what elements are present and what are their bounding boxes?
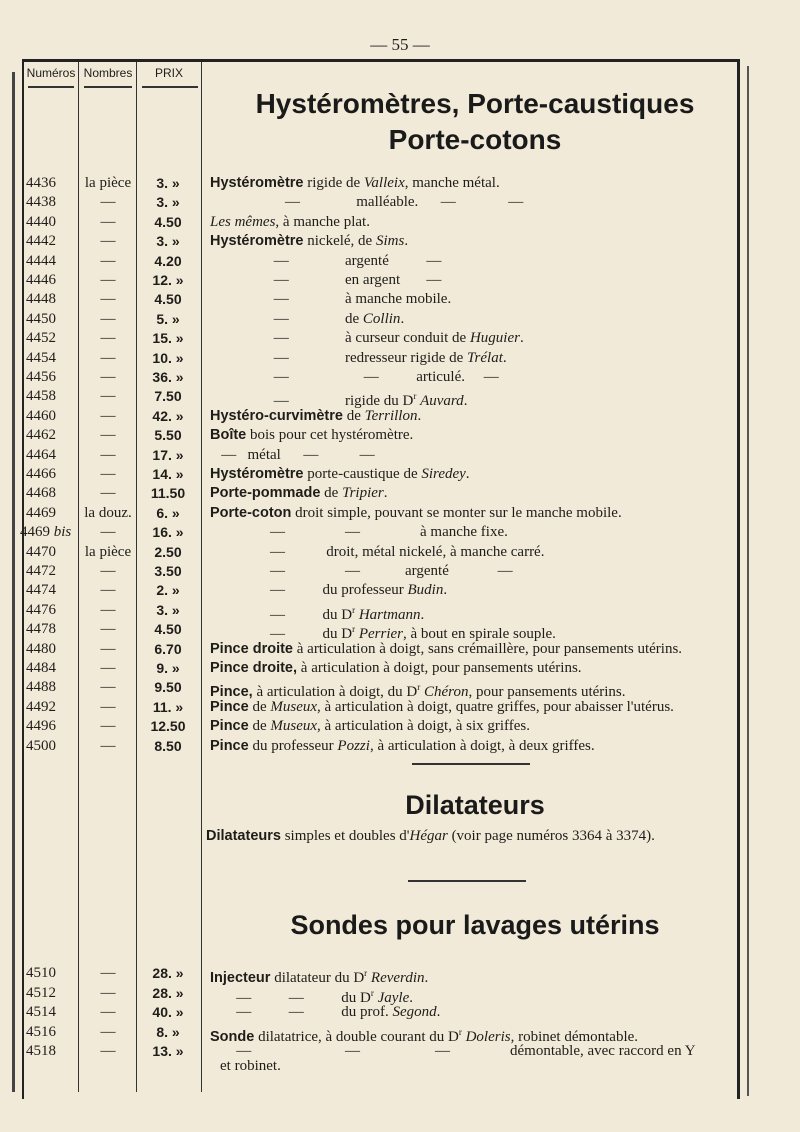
item-price: 3. » [156, 233, 180, 250]
header-nombres: Nombres [83, 66, 133, 80]
table-row [0, 658, 760, 679]
page-number: — 55 — [370, 35, 430, 54]
item-number: 4456 [26, 369, 56, 385]
item-description: — — du prof. Segond. [210, 1004, 441, 1021]
header-prix: PRIX [154, 66, 183, 80]
item-price: 11. » [152, 698, 184, 715]
header-numeros: Numéros [26, 66, 76, 80]
table-row [0, 406, 760, 427]
item-description: Injecteur dilatateur du $D^r$ Reverdin. [210, 968, 429, 986]
item-quantity: — [100, 291, 116, 308]
table-row [0, 348, 760, 369]
item-description: — — argenté — [210, 563, 513, 579]
item-description: — malléable. — — [210, 194, 524, 211]
item-number: 4518 [26, 1043, 56, 1060]
item-price: 12. » [152, 272, 184, 288]
item-quantity: — [100, 679, 116, 696]
item-price: 4.50 [154, 621, 182, 638]
item-number: 4480 [26, 640, 56, 657]
item-number: 4446 [26, 272, 56, 288]
table-row [0, 983, 760, 1004]
item-number: 4470 [26, 543, 56, 560]
item-price: 6.70 [154, 640, 182, 657]
item-price: 5.50 [154, 427, 182, 444]
item-description: — — du $D^r$ Jayle. [210, 987, 413, 1006]
item-price: 7.50 [154, 388, 182, 405]
item-price: 8. » [156, 1023, 180, 1040]
item-description: — — articulé. — [210, 369, 499, 385]
item-number: 4469 bis [20, 524, 72, 541]
item-description: Pince du professeur Pozzi, à articulation à doigt, à deux griffes. [210, 737, 595, 754]
item-description: Porte-pommade de Tripier. [210, 485, 388, 502]
item-description: — rigide du $D^r$ Auvard. [210, 391, 468, 410]
item-price: 16. » [152, 524, 184, 541]
item-quantity: — [100, 698, 116, 715]
section-title-sondes: Sondes pour lavages utérins [290, 910, 660, 940]
item-number: 4474 [26, 582, 56, 599]
item-description: — du $D^r$ Hartmann. [210, 604, 425, 623]
table-row [0, 542, 760, 563]
dilatateurs-text [206, 828, 736, 845]
item-description: — — à manche fixe. [210, 524, 508, 541]
item-price: 28. » [152, 984, 184, 1001]
item-number: 4444 [26, 252, 56, 269]
table-row [0, 328, 760, 349]
item-number: 4442 [26, 233, 56, 250]
header-rule-3 [142, 86, 198, 88]
item-number: 4440 [26, 213, 56, 230]
item-number: 4438 [26, 194, 56, 211]
item-price: 9. » [156, 660, 180, 676]
item-price: 3.50 [154, 563, 182, 579]
item-number: 4488 [26, 679, 56, 696]
table-row [0, 736, 760, 757]
item-price: 11.50 [150, 485, 186, 502]
item-description: Pince de Museux, à articulation à doigt, à six griffes. [210, 718, 531, 735]
table-row [0, 677, 760, 701]
item-price: 4.20 [154, 252, 182, 269]
continuation-text: et robinet. [220, 1058, 281, 1074]
table-row [0, 483, 760, 504]
item-number: 4468 [26, 485, 56, 502]
item-price: 17. » [152, 446, 184, 463]
item-quantity: — [100, 485, 116, 502]
item-number: 4472 [26, 563, 56, 579]
item-number: 4514 [26, 1004, 56, 1021]
item-quantity: — [100, 621, 116, 638]
item-description: Les mêmes, à manche plat. [210, 213, 370, 230]
dilatateurs-bold: Dilatateurs [206, 828, 281, 844]
table-row [0, 212, 760, 233]
item-price: 42. » [152, 407, 184, 424]
item-price: 2. » [156, 582, 180, 599]
item-number: 4466 [26, 466, 56, 482]
table-row [0, 600, 760, 621]
table-row [0, 173, 760, 194]
item-description: — de Collin. [210, 310, 405, 327]
item-quantity: — [100, 310, 116, 327]
item-price: 28. » [152, 965, 184, 981]
item-number: 4492 [26, 698, 56, 715]
item-quantity: la douz. [84, 504, 132, 521]
dilatateurs-text-a: simples et doubles d' [280, 828, 410, 844]
table-row [0, 963, 760, 984]
table-row [0, 270, 760, 291]
item-price: 12.50 [150, 718, 186, 735]
item-price: 36. » [152, 369, 184, 385]
section-separator-2 [408, 880, 526, 882]
item-number: 4476 [26, 601, 56, 618]
item-description: — du professeur Budin. [210, 582, 448, 599]
item-number: 4500 [26, 737, 56, 754]
item-quantity: — [100, 582, 116, 599]
item-quantity: — [100, 213, 116, 230]
item-description: — du $D^r$ Perrier, à bout en spirale souple. [210, 624, 556, 643]
header-rule-1 [28, 86, 74, 88]
item-quantity: — [100, 737, 116, 754]
item-description: Porte-coton droit simple, pouvant se monter sur le manche mobile. [210, 504, 622, 521]
item-number: 4516 [26, 1023, 56, 1040]
item-description: Pince droite, à articulation à doigt, pour pansements utérins. [210, 660, 582, 676]
item-number: 4452 [26, 330, 56, 347]
item-quantity: — [100, 965, 116, 981]
item-price: 3. » [156, 601, 180, 618]
item-number: 4484 [26, 660, 56, 676]
item-description: Sonde dilatatrice, à double courant du $D^r$ Doleris, robinet démontable. [210, 1026, 639, 1045]
item-description: — à manche mobile. [210, 291, 452, 308]
item-number: 4512 [26, 984, 56, 1001]
item-quantity: — [100, 233, 116, 250]
item-description: — — — démontable, avec raccord en Y [210, 1043, 696, 1060]
item-price: 9.50 [154, 679, 182, 696]
table-row [0, 580, 760, 601]
header-rule-2 [84, 86, 132, 88]
table-row [0, 1002, 760, 1023]
item-price: 15. » [152, 330, 184, 347]
item-quantity: — [100, 640, 116, 657]
item-number: 4436 [26, 175, 56, 191]
dilatateurs-hegar: Hégar [409, 828, 448, 844]
item-description: — métal — — [210, 446, 375, 463]
item-price: 13. » [152, 1043, 184, 1060]
item-number: 4460 [26, 407, 56, 424]
item-number: 4510 [26, 965, 56, 981]
section-title-dilatateurs: Dilatateurs [405, 790, 545, 820]
item-description: — droit, métal nickelé, à manche carré. [210, 543, 545, 560]
item-quantity: — [100, 1004, 116, 1021]
item-price: 2.50 [154, 543, 182, 560]
item-price: 6. » [156, 504, 180, 521]
item-number: 4469 [26, 504, 56, 521]
table-row [0, 697, 760, 718]
item-number: 4478 [26, 621, 56, 638]
item-quantity: — [100, 252, 116, 269]
table-row [0, 619, 760, 643]
item-quantity: — [100, 194, 116, 211]
item-quantity: — [100, 369, 116, 385]
table-row [0, 192, 760, 213]
table-row [0, 1022, 760, 1043]
item-price: 5. » [156, 310, 180, 327]
table-row [0, 231, 760, 252]
item-quantity: — [100, 660, 116, 676]
item-quantity: — [100, 601, 116, 618]
item-description: — argenté — [210, 252, 442, 269]
item-quantity: — [100, 407, 116, 424]
item-description: — en argent — [210, 272, 442, 288]
table-row [0, 251, 760, 272]
item-quantity: — [100, 272, 116, 288]
item-description: Hystéromètre porte-caustique de Siredey. [210, 466, 470, 482]
item-price: 10. » [152, 349, 184, 366]
table-row [0, 561, 760, 582]
item-description: — à curseur conduit de Huguier. [210, 330, 524, 347]
item-description: Hystéromètre rigide de Valleix, manche métal. [210, 175, 500, 191]
item-description: Hystéromètre nickelé, de Sims. [210, 233, 409, 250]
item-number: 4454 [26, 349, 56, 366]
table-row [0, 367, 760, 388]
item-description: Hystéro-curvimètre de Terrillon. [210, 407, 422, 424]
section-title-porte-cotons: Porte-cotons [388, 124, 562, 155]
table-row [0, 425, 760, 446]
item-quantity: — [100, 1043, 116, 1060]
item-number: 4458 [26, 388, 56, 405]
table-row [0, 464, 760, 485]
item-quantity: — [100, 330, 116, 347]
item-description: Pince de Museux, à articulation à doigt, quatre griffes, pour abaisser l'utérus. [210, 698, 674, 715]
table-row [0, 289, 760, 310]
item-number: 4450 [26, 310, 56, 327]
section-title-hysterometres: Hystéromètres, Porte-caustiques [255, 88, 695, 119]
item-price: 3. » [156, 175, 180, 191]
table-row [0, 716, 760, 737]
item-number: 4448 [26, 291, 56, 308]
item-number: 4496 [26, 718, 56, 735]
item-quantity: — [100, 466, 116, 482]
item-price: 3. » [156, 194, 180, 211]
item-quantity: — [100, 427, 116, 444]
table-row [0, 522, 760, 543]
item-quantity: — [100, 563, 116, 579]
item-quantity: — [100, 718, 116, 735]
item-quantity: la pièce [84, 543, 132, 560]
item-description: — redresseur rigide de Trélat. [210, 349, 507, 366]
table-row [0, 639, 760, 660]
item-quantity: la pièce [84, 175, 132, 191]
item-quantity: — [100, 984, 116, 1001]
table-row [0, 503, 760, 524]
item-quantity: — [100, 524, 116, 541]
item-description: Boîte bois pour cet hystéromètre. [210, 427, 414, 444]
table-row [0, 309, 760, 330]
section-separator-1 [412, 763, 530, 765]
item-number: 4462 [26, 427, 56, 444]
item-price: 14. » [152, 466, 184, 482]
item-price: 4.50 [154, 213, 182, 230]
item-quantity: — [100, 349, 116, 366]
item-price: 8.50 [154, 737, 182, 754]
item-quantity: — [100, 446, 116, 463]
table-row [0, 445, 760, 466]
item-quantity: — [100, 388, 116, 405]
item-price: 40. » [152, 1004, 184, 1021]
dilatateurs-text-b: (voir page numéros 3364 à 3374). [447, 828, 655, 844]
item-price: 4.50 [154, 291, 182, 308]
item-description: Pince, à articulation à doigt, du $D^r$ Chéron, pour pansements utérins. [210, 682, 626, 701]
item-number: 4464 [26, 446, 56, 463]
item-description: Pince droite à articulation à doigt, sans crémaillère, pour pansements utérins. [210, 640, 683, 657]
table-row [0, 386, 760, 410]
item-quantity: — [100, 1023, 116, 1040]
